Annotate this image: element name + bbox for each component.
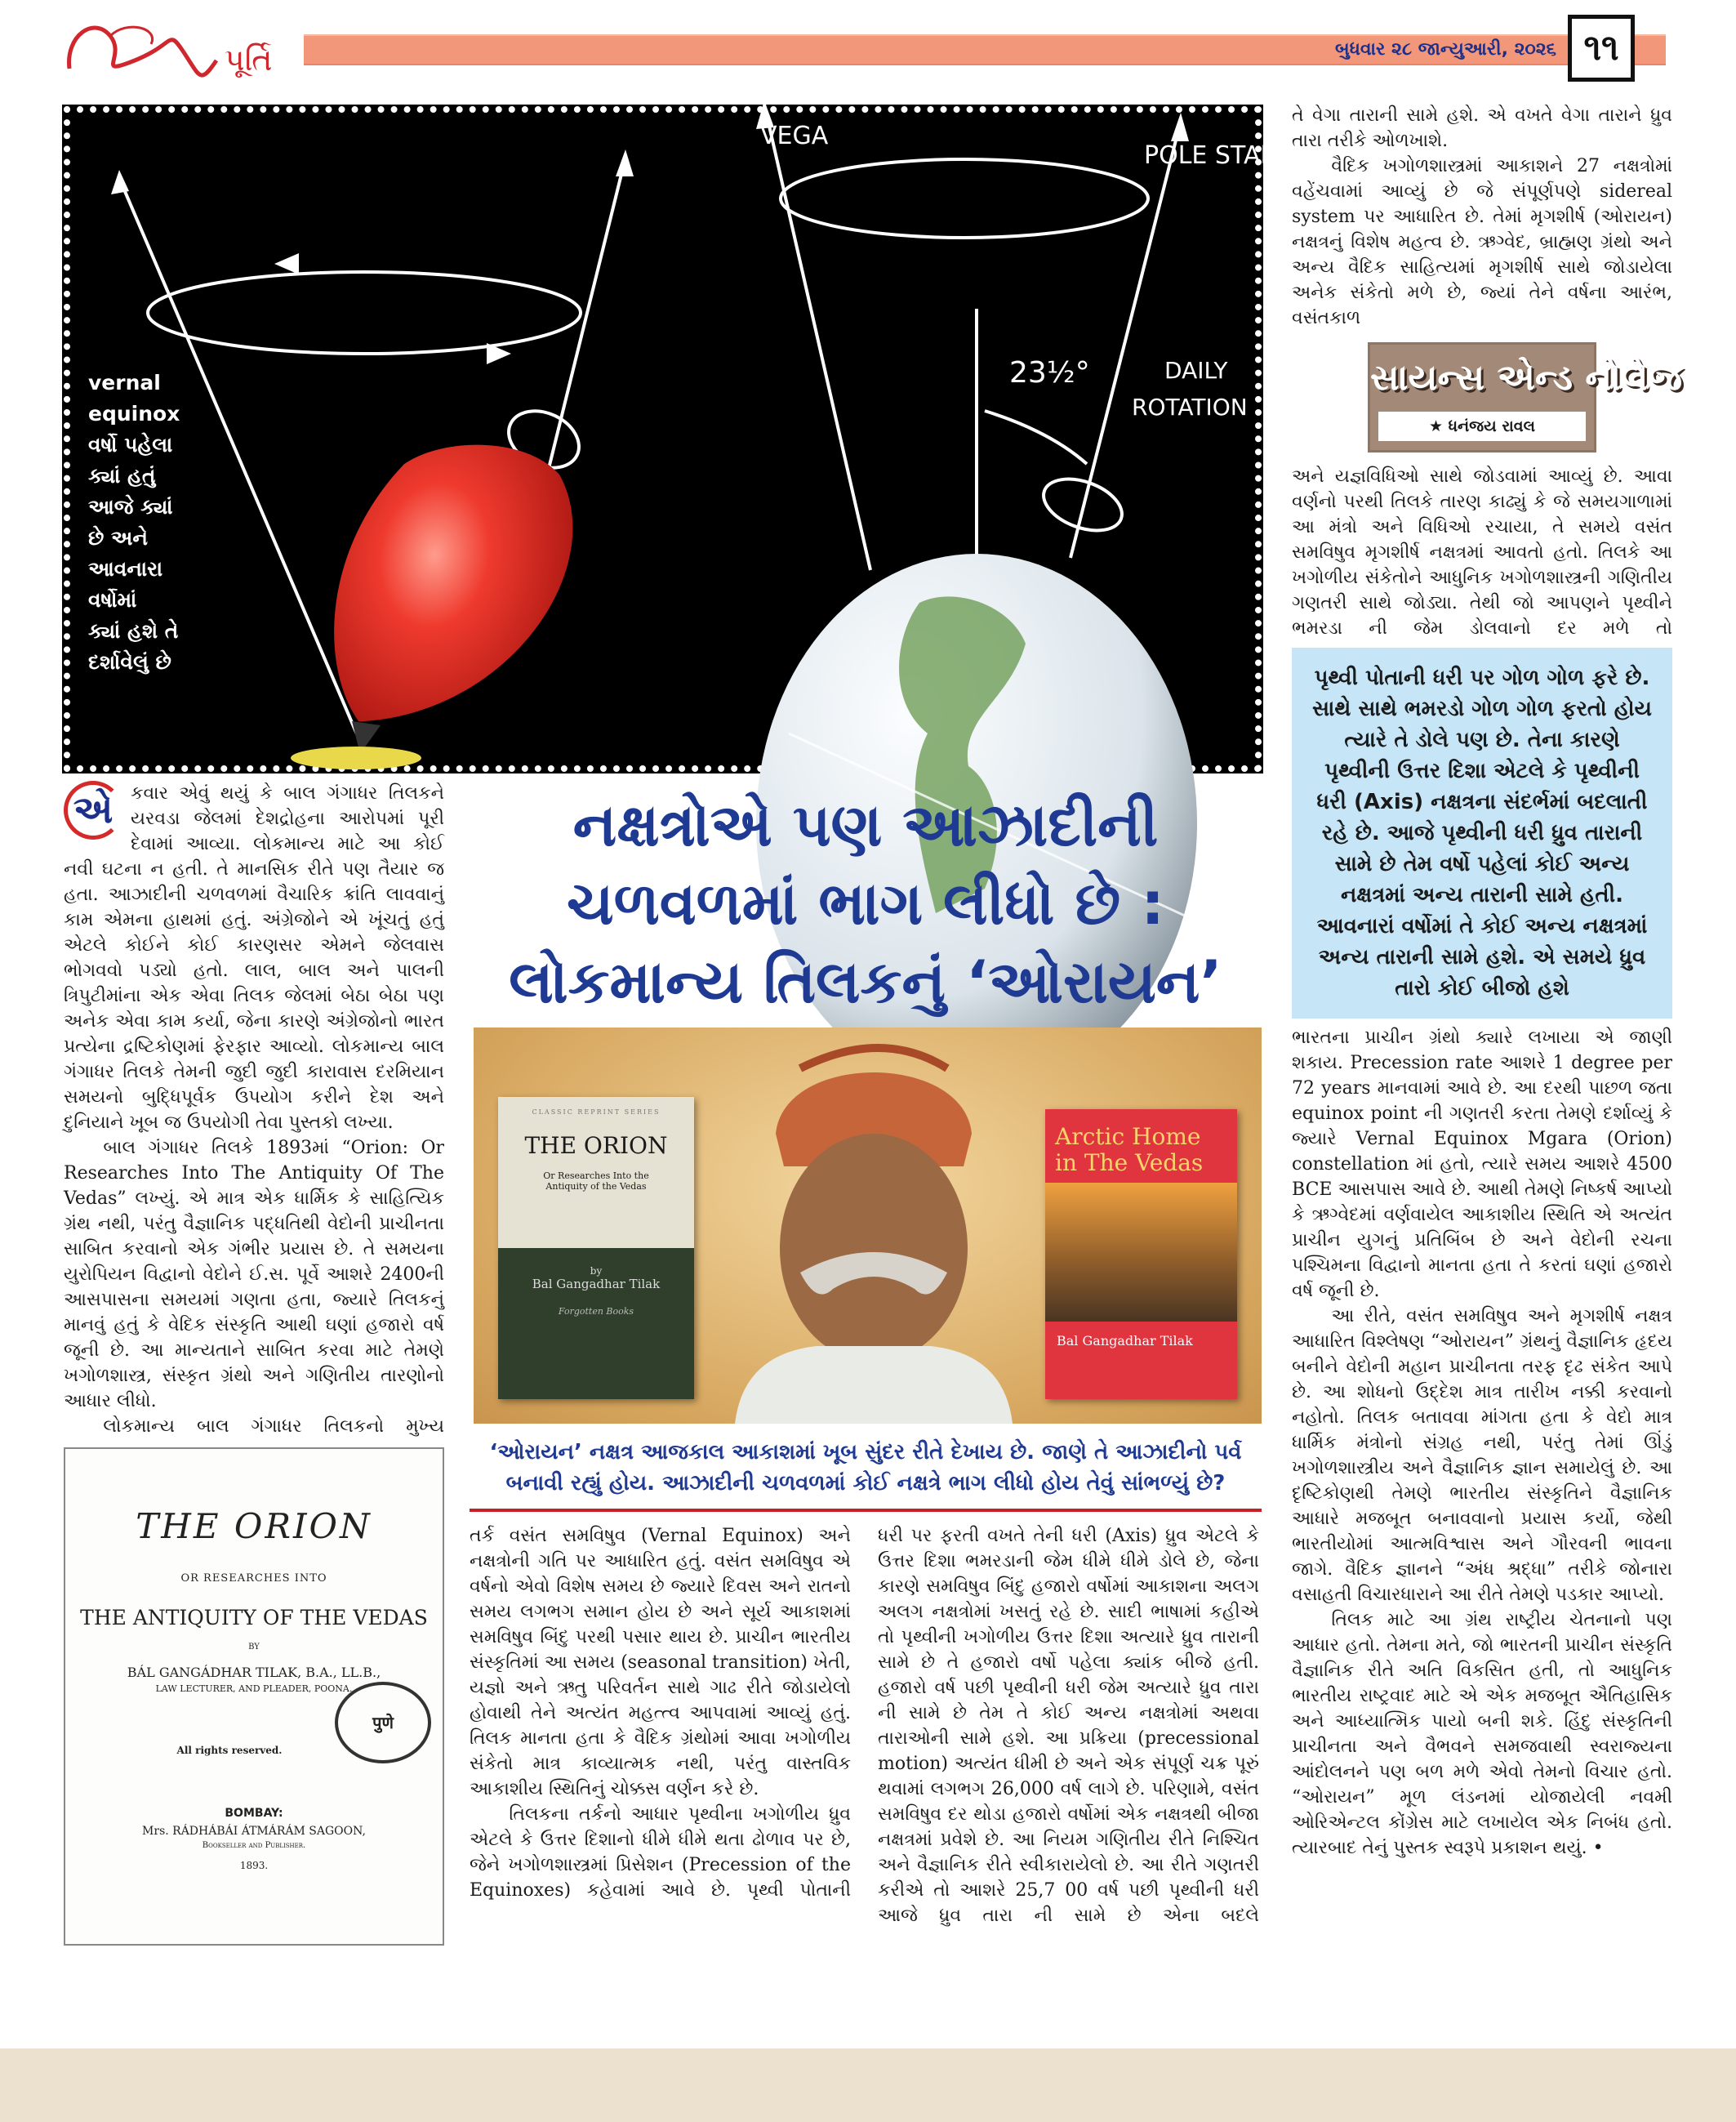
caption-line: equinox (88, 402, 180, 426)
headline (470, 786, 1262, 1021)
headline-line: ચળવળમાં ભાગ લીધો છે : (567, 869, 1164, 938)
author-byline: ★ ધનંજય રાવલ (1378, 412, 1586, 441)
caption-line: ક્યાં હતું (88, 464, 156, 488)
label-daily: DAILY (1164, 357, 1228, 384)
title-page-publisher: Mrs. RÁDHÁBÁI ÁTMÁRÁM SAGOON, (142, 1825, 366, 1838)
paragraph: ધરી પર ફરતી વખતે તેની ધરી (Axis) ધ્રુવ એટલે કે ઉત્તર દિશા ભમરડાની જેમ ધીમે ધીમે ડોલે છે, જેના કારણે સમવિષુવ બિંદુ હજારો વર્ષોમાં આકાશના અલગ અલગ નક્ષત્રોમાં ખસતું રહે છે. સાદી ભાષામાં કહીએ તો પૃથ્વીની ખગોળીય ઉત્તર દિશા અત્યારે ધ્રુવ તારાની સામે છે તે હજારો વર્ષો પહેલા ક્યાંક બીજે હતી. હજારો વર્ષ પછી પૃથ્વીની ધરી જેમ અત્યારે ધ્રુવ તારા ની સામે છે તેમ તે કોઈ અન્ય નક્ષત્રોમાં અથવા તારાઓની સામે હશે. આ પ્રક્રિયા (precessional motion) અત્યંત ધીમી છે અને એક સંપૂર્ણ ચક્ર પૂરું થવામાં લગભગ 26,000 વર્ષ લાગે છે. પરિણામે, વસંત સમવિષુવ દર થોડા હજારો વર્ષોમાં એક નક્ષત્રથી બીજા નક્ષત્રમાં પ્રવેશે છે. આ નિયમ ગણિતીય રીતે નિશ્ચિત અને વૈજ્ઞાનિક રીતે સ્વીકારાયેલો છે. આ રીતે ગણતરી કરીએ તો આશરે 25,7 00 વર્ષ પછી પૃથ્વીની ધરી આજે ધ્રુવ તારા ની સામે છે એના બદલે (878, 1526, 1259, 1926)
paragraph: અને યજ્ઞવિધિઓ સાથે જોડવામાં આવ્યું છે. આવા વર્ણનો પરથી તિલકે તારણ કાઢ્યું કે જે સમયગાળામાં આ મંત્રો અને વિધિઓ રચાયા, તે સમયે વસંત સમવિષુવ મૃગશીર્ષ નક્ષત્રમાં આવતો હતો. તિલકે આ ખગોળીય સંકેતોને આધુનિક ખગોળશાસ્ત્રની ગણિતીય ગણતરી સાથે જોડ્યા. તેથી જો આપણને પૃથ્વીને ભમરડા ની જેમ ડોલવાનો દર મળે તો (1292, 466, 1672, 639)
page-number: ૧૧ (1568, 15, 1635, 82)
caption-line: દર્શાવેલું છે (88, 650, 171, 674)
masthead-logo (61, 11, 306, 93)
book-cover-arctic-home (1045, 1109, 1237, 1399)
photo-caption: ‘ઓરાયન’ નક્ષત્ર આજકાલ આકાશમાં ખૂબ સુંદર રીતે દેખાય છે. જાણે તે આઝાદીનો પર્વ બનાવી રહ્યું હોય. આઝાદીની ચળવળમાં કોઈ નક્ષત્રે ભાગ લીધો હોય તેવું સાંભળ્યું છે? (489, 1440, 1242, 1496)
paragraph: તિલક માટે આ ગ્રંથ રાષ્ટ્રીય ચેતનાનો પણ આધાર હતો. તેમના મતે, જો ભારતની પ્રાચીન સંસ્કૃતિ વૈજ્ઞાનિક રીતે અતિ વિકસિત હતી, તો આધુનિક ભારતીય રાષ્ટ્રવાદ માટે એ એક મજબૂત ઐતિહાસિક અને આધ્યાત્મિક પાયો બની શકે. હિંદુ સંસ્કૃતિની પ્રાચીનતા અને વૈભવને સમજવાથી સ્વરાજ્યના આંદોલનને પણ બળ મળે એવો તેમનો વિચાર હતો. “ઓરાયન” મૂળ લંડનમાં યોજાયેલી નવમી ઓરિએન્ટલ કોંગ્રેસ માટે લખાયેલ એક નિબંધ હતો. ત્યારબાદ તેનું પુસ્તક સ્વરૂપે પ્રકાશન થયું. • (1292, 1610, 1672, 1858)
caption-line: વર્ષોમાં (88, 588, 137, 612)
caption-line: વર્ષો પહેલા (88, 433, 173, 457)
drop-cap: એ (64, 781, 122, 840)
paragraph: આ રીતે, વસંત સમવિષુવ અને મૃગશીર્ષ નક્ષત્ર આધારિત વિશ્લેષણ “ઓરાયન” ગ્રંથનું વૈજ્ઞાનિક હૃદય બનીને વેદોની મહાન પ્રાચીનતા તરફ દૃઢ સંકેત આપે છે. આ શોધનો ઉદ્દેશ માત્ર તારીખ નક્કી કરવાનો નહોતો. તિલક બતાવવા માંગતા હતા કે વેદો માત્ર ધાર્મિક મંત્રોનો સંગ્રહ નથી, પરંતુ તેમાં ઊંડું ખગોળશાસ્ત્રીય અને વૈજ્ઞાનિક જ્ઞાન સમાયેલું છે. આ દૃષ્ટિકોણથી તેમણે ભારતીય સંસ્કૃતિને વૈજ્ઞાનિક આધારે મજબૂત બનાવવાનો પ્રયાસ કર્યો, જેથી ભારતીયોમાં આત્મવિશ્વાસ અને ગૌરવની ભાવના જાગે. વૈદિક જ્ઞાનને “અંધ શ્રદ્ધા” તરીકે જોનારા વસાહતી વિચારધારાને આ રીતે તેમણે પડકાર આપ્યો. (1292, 1306, 1673, 1605)
column-badge (1368, 342, 1683, 452)
precession-diagram (64, 106, 1278, 772)
diagram-caption (88, 368, 180, 678)
mountain-image (1045, 1183, 1237, 1322)
paragraph: કવાર એવું થયું કે બાલ ગંગાધર તિલકને યરવડા જેલમાં દેશદ્રોહના આરોપમાં પૂરી દેવામાં આવ્યા. લોકમાન્ય માટે આ કોઈ નવી ઘટના ન હતી. તે માનસિક રીતે પણ તૈયાર જ હતા. આઝાદીની ચળવળમાં વૈચારિક ક્રાંતિ લાવવાનું કામ એમના હાથમાં હતું. અંગ્રેજોને એ ખૂંચતું હતું એટલે કોઈને કોઈ કારણસર એમને જેલવાસ ભોગવવો પડ્યો હતો. લાલ, બાલ અને પાલની ત્રિપુટીમાંના એક એવા તિલક જેલમાં બેઠા બેઠા પણ અનેક એવા કામ કર્યા, જેના કારણે અંગ્રેજોનો ભારત પ્રત્યેના દ્રષ્ટિકોણમાં ફેરફાર આવ્યો. લોકમાન્ય બાલ ગંગાધર તિલકે તેમની જુદી જુદી કારાવાસ દરમિયાન સમયનો બુદ્ધિપૂર્વક ઉપયોગ કરીને દેશ અને દુનિયાને ખૂબ જ ઉપયોગી તેવા પુસ્તકો લખ્યા. (64, 783, 444, 1133)
paragraph: વૈદિક ખગોળશાસ્ત્રમાં આકાશને 27 નક્ષત્રોમાં વહેંચવામાં આવ્યું છે જે સંપૂર્ણપણે sidereal system પર આધારિત છે. તેમાં મૃગશીર્ષ (ઓરાયન) નક્ષત્રનું વિશેષ મહત્વ છે. ઋગ્વેદ, બ્રાહ્મણ ગ્રંથો અને અન્ય વૈદિક સાહિત્યમાં મૃગશીર્ષ સાથે જોડાયેલા અનેક સંકેતો મળે છે, જ્યાં તેને વર્ષના આરંભ, વસંતકાળ (1292, 156, 1672, 328)
title-page-author-role: LAW LECTURER, AND PLEADER, POONA. (155, 1683, 353, 1694)
label-rotation: ROTATION (1132, 394, 1248, 421)
label-pole-star: POLE STAR (1144, 141, 1278, 170)
book-title: Arctic Home in The Vedas (1055, 1123, 1204, 1176)
issue-date: બુધવાર ૨૮ જાન્યુઆરી, ૨૦૨૬ (1335, 39, 1556, 60)
title-page-city: BOMBAY: (225, 1807, 283, 1820)
book-author: Bal Gangadhar Tilak (1057, 1333, 1193, 1349)
label-vega: VEGA (760, 122, 829, 150)
paragraph: તિલકના તર્કનો આધાર પૃથ્વીના ખગોળીય ધ્રુવ એટલે કે ઉત્તર દિશાનો ધીમે ધીમે થતા ઢોળાવ પર છે, જેને ખગોળશાસ્ત્રમાં પ્રિસેશન (Precession of the Equinoxes) કહેવામાં આવે છે. પૃથ્વી પોતાની (470, 1804, 851, 1901)
paragraph: બાલ ગંગાધર તિલકે 1893માં “Orion: Or Researches Into The Antiquity Of The Vedas” લખ્યું. એ માત્ર એક ધાર્મિક કે સાહિત્યિક ગ્રંથ નથી, પરંતુ વૈજ્ઞાનિક પદ્ધતિથી વેદોની પ્રાચીનતા સાબિત કરવાનો એક ગંભીર પ્રયાસ છે. તે સમયના યુરોપિયન વિદ્વાનો વેદોને ઈ.સ. પૂર્વે આશરે 2400ની આસપાસના સમયમાં ગણતા હતા, જ્યારે તિલકનું માનવું હતું કે વેદિક સંસ્કૃતિ આથી ઘણાં હજારો વર્ષ જૂની છે. આ માન્યતાને સાબિત કરવા માટે તેમણે ખગોળશાસ્ત્ર, સંસ્કૃત ગ્રંથો અને ગણિતીય તારણોનો આધાર લીધો. (64, 1138, 444, 1411)
left-column (64, 781, 444, 1946)
library-stamp: पुणे (335, 1682, 431, 1763)
middle-area (470, 786, 1262, 1928)
caption-line: આજે ક્યાં (88, 495, 173, 519)
right-column-bottom (1292, 1025, 1672, 1861)
right-column-middle (1292, 464, 1672, 641)
caption-line: vernal (88, 371, 161, 395)
tilak-photo-with-books (474, 1028, 1262, 1424)
page-footer-band (0, 2048, 1736, 2122)
book-title: THE ORION (524, 1132, 668, 1159)
title-page-image (64, 1447, 444, 1946)
headline-line: લોકમાન્ય તિલકનું ‘ઓરાયન’ (509, 947, 1222, 1016)
caption-line: આવનારા (88, 557, 163, 581)
title-page-subtitle: OR RESEARCHES INTO (180, 1572, 327, 1585)
left-column-text (64, 781, 444, 1439)
book-series: CLASSIC REPRINT SERIES (532, 1108, 661, 1116)
middle-column-2 (878, 1523, 1259, 1928)
column-title: સાયન્સ એન્ડ નોલેજ (1370, 357, 1683, 399)
middle-column-1 (470, 1523, 851, 1928)
caption-line: છે અને (88, 526, 149, 550)
right-column (1292, 103, 1683, 1861)
book-cover-orion (498, 1097, 694, 1399)
divider-rule (470, 1509, 1262, 1512)
paragraph: તર્ક વસંત સમવિષુવ (Vernal Equinox) અને નક્ષત્રોની ગતિ પર આધારિત હતું. વસંત સમવિષુવ એ વર્ષનો એવો વિશેષ સમય છે જ્યારે દિવસ અને રાતનો સમય લગભગ સમાન હોય છે અને સૂર્ય આકાશમાં સમવિષુવ બિંદુ પરથી પસાર થાય છે. પ્રાચીન ભારતીય સંસ્કૃતિમાં આ સમય (seasonal transition) ખેતી, યજ્ઞો અને ઋતુ પરિવર્તન સાથે ગાઢ રીતે જોડાયેલો હોવાથી તેને અત્યંત મહત્ત્વ આપવામાં આવ્યું હતું. તિલક માનતા હતા કે વૈદિક ગ્રંથોમાં આવા ખગોળીય સંકેતો માત્ર કાવ્યાત્મક નથી, પરંતુ વાસ્તવિક આકાશીય સ્થિતિનું ચોક્કસ વર્ણન કરે છે. (470, 1526, 851, 1799)
right-column-top (1292, 103, 1672, 331)
paragraph: લોકમાન્ય બાલ ગંગાધર તિલકનો મુખ્ય (103, 1416, 444, 1437)
supplement-label: પૂર્તિ (225, 42, 273, 78)
paragraph: ભારતના પ્રાચીન ગ્રંથો ક્યારે લખાયા એ જાણી શકાય. Precession rate આશરે 1 degree per 72 years માનવામાં આવે છે. આ દરથી પાછળ જતા equinox point ની ગણતરી કરતા તેમણે દર્શાવ્યું કે જ્યારે Vernal Equinox Mgara (Orion) constellation માં હતો, ત્યારે સમય આશરે 4500 BCE આસપાસ આવે છે. આથી તેમણે નિષ્કર્ષ આપ્યો કે ઋગ્વેદમાં વર્ણવાયેલ આકાશીય સ્થિતિ એ અત્યંત પ્રાચીન યુગનું પ્રતિબિંબ છે અને વેદોની રચના પશ્ચિમના વિદ્વાનો માનતા હતા તે કરતાં ઘણાં હજારો વર્ષ જૂની છે. (1292, 1028, 1672, 1301)
book-subtitle: Or Researches Into the Antiquity of the Vedas (543, 1170, 649, 1192)
title-page-title: THE ORION (136, 1506, 372, 1546)
book-publisher: Forgotten Books (558, 1306, 634, 1317)
title-page-by: BY (248, 1643, 260, 1652)
headline-line: નક્ષત્રોએ પણ આઝાદીની (572, 791, 1159, 859)
paragraph: તે વેગા તારાની સામે હશે. એ વખતે વેગા તારાને ધ્રુવ તારા તરીકે ઓળખાશે. (1292, 105, 1672, 151)
highlight-text: પૃથ્વી પોતાની ધરી પર ગોળ ગોળ ફરે છે. સાથે સાથે ભમરડો ગોળ ગોળ ફરતો હોય ત્યારે તે ડોલે પણ છે. તેના કારણે પૃથ્વીની ઉત્તર દિશા એટલે કે પૃથ્વીની ધરી (Axis) નક્ષત્રના સંદર્ભમાં બદલાતી રહે છે. આજે પૃથ્વીની ધરી ધ્રુવ તારાની સામે છે તેમ વર્ષો પહેલાં કોઈ અન્ય નક્ષત્રમાં અન્ય તારાની સામે હતી. આવનારાં વર્ષોમાં તે કોઈ અન્ય નક્ષત્રમાં અન્ય તારાની સામે હશે. એ સમયે ધ્રુવ તારો કોઈ બીજો હશે (1312, 666, 1652, 1001)
title-page-publisher-role: Bookseller and Publisher. (202, 1841, 306, 1850)
highlight-box (1292, 648, 1672, 1019)
middle-columns (470, 1523, 1262, 1928)
caption-line: ક્યાં હશે તે (88, 619, 179, 643)
title-page-main: THE ANTIQUITY OF THE VEDAS (80, 1606, 428, 1629)
title-page-author: BÁL GANGÁDHAR TILAK, B.A., LL.B., (127, 1665, 381, 1680)
title-page-year: 1893. (239, 1860, 269, 1871)
label-angle: 23½° (1009, 356, 1090, 390)
book-author: Bal Gangadhar Tilak (532, 1277, 661, 1291)
book-by: by (590, 1265, 603, 1277)
title-page-rights: All rights reserved. (176, 1745, 283, 1756)
